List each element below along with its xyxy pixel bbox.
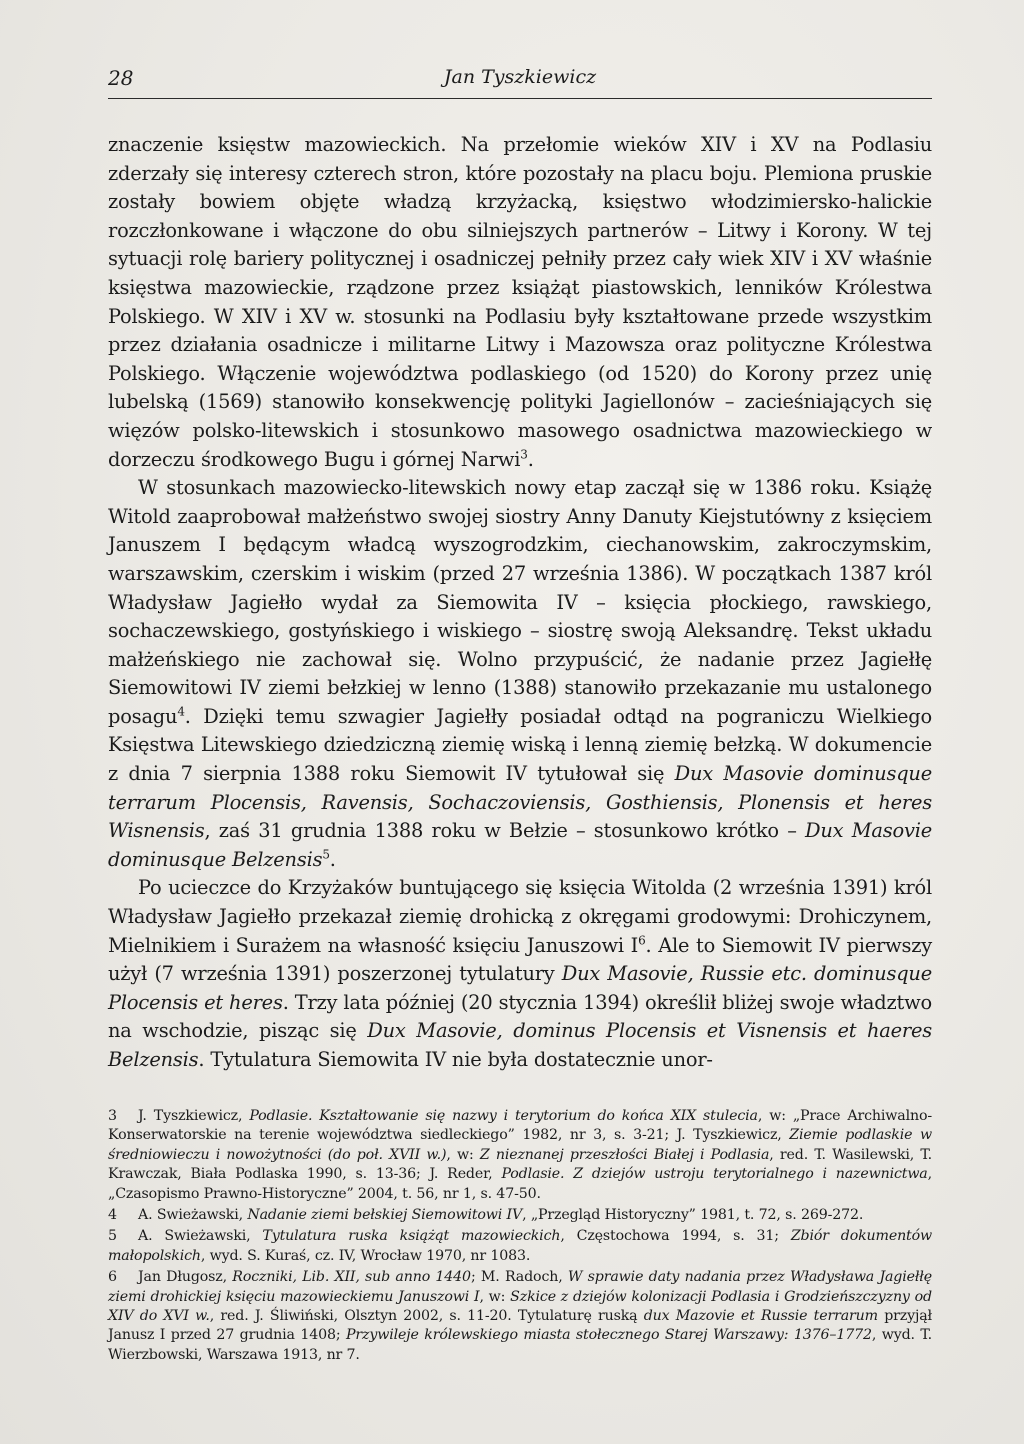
latin-title: Dux Masovie, Russie etc. dominusque Plocensis et heres (108, 962, 932, 1014)
citation-title: Ziemie podlaskie w średniowieczu i nowożytności (do poł. XVII w.) (108, 1127, 933, 1163)
citation-title: W sprawie daty nadania przez Władysława Jagiełłę ziemi drohickiej księciu mazowieckiemu Januszowi I (108, 1269, 932, 1305)
citation-title: Przywileje królewskiego miasta stołecznego Starej Warszawy: 1376–1772 (346, 1327, 872, 1344)
citation-title: Szkice z dziejów kolonizacji Podlasia i Grodzieńszczyzny od XIV do XVI w. (108, 1288, 932, 1325)
footnote-number: 4 (108, 1207, 117, 1224)
footnote-ref-5[interactable]: 5 (322, 847, 330, 862)
text-run: . Trzy lata później (20 stycznia 1394) określił bliżej swoje władztwo na wschodzie, pisząc się (108, 990, 932, 1043)
text-run: . (329, 847, 336, 871)
text-run: A. Swieżawski, (138, 1207, 248, 1224)
paragraph-1 (108, 131, 932, 474)
text-run: Po ucieczce do Krzyżaków buntującego się księcia Witolda (2 września 1391) król Władysław Jagiełło przekazał ziemię drohicką z okręgami grodowymi: Drohiczynem, Mielnikiem i Surażem na własność księciu Januszowi I (108, 876, 932, 957)
text-run: . (527, 447, 534, 471)
text-run: , w: (479, 1288, 511, 1305)
text-run: przyjął Janusz I przed 27 grudnia 1408; (108, 1308, 932, 1344)
text-run: , w: „Prace Archiwalno-Konserwatorskie na terenie województwa siedleckiego” 1982, nr 3, s. 3-21; J. Tyszkiewicz, (108, 1108, 932, 1144)
text-run: , Częstochowa 1994, s. 31; (560, 1228, 791, 1245)
text-run: , „Czasopismo Prawno-Historyczne” 2004, t. 56, nr 1, s. 47-50. (108, 1166, 932, 1202)
text-run: , wyd. T. Wierzbowski, Warszawa 1913, nr 7. (108, 1327, 932, 1363)
paragraph-3 (108, 874, 932, 1074)
footnote-number: 6 (108, 1269, 117, 1286)
footnote-number: 5 (108, 1228, 117, 1245)
latin-title: Dux Masovie dominusque Belzensis (108, 819, 933, 871)
footnote-4 (108, 1206, 932, 1225)
text-run: , „Przegląd Historyczny” 1981, t. 72, s. 269-272. (522, 1207, 864, 1224)
text-run: , zaś 31 grudnia 1388 roku w Bełzie – stosunkowo krótko – (204, 819, 806, 843)
text-run: . Dzięki temu szwagier Jagiełły posiadał odtąd na pograniczu Wielkiego Księstwa Litewskiego dziedziczną ziemię wiską i lenną ziemię bełzką. W dokumencie z dnia 7 sierpnia 1388 roku Siemowit IV tytułował się (108, 704, 932, 786)
page-number: 28 (108, 66, 134, 90)
citation-title: Z nieznanej przeszłości Białej i Podlasia (479, 1146, 770, 1163)
latin-title: Dux Masovie dominusque terrarum Plocensis, Ravensis, Sochaczoviensis, Gosthiensis, Plonensis et heres Wisnensis (108, 762, 932, 843)
citation-title: Nadanie ziemi bełskiej Siemowitowi IV (247, 1207, 523, 1224)
running-head-author: Jan Tyszkiewicz (443, 66, 597, 88)
paragraph-2 (108, 474, 932, 874)
text-run: W stosunkach mazowiecko-litewskich nowy etap zaczął się w 1386 roku. Książę Witold zaaprobował małżeństwo swojej siostry Anny Danuty Kiejstutówny z księciem Januszem I będącym władcą wyszogrodzkim, ciechanowskim, zakroczymskim, warszawskim, czerskim i wiskim (przed 27 września 1386). W początkach 1387 król Władysław Jagiełło wydał za Siemowita IV – księcia płockiego, rawskiego, sochaczewskiego, gostyńskiego i wiskiego – siostrę swoją Aleksandrę. Tekst układu małżeńskiego nie zachował się. Wolno przypuścić, że nadanie przez Jagiełłę Siemowitowi IV ziemi bełzkiej w lenno (1388) stanowiło przekazanie mu ustalonego posagu (108, 476, 932, 728)
text-run: J. Tyszkiewicz, (138, 1108, 250, 1124)
citation-title: Podlasie. Kształtowanie się nazwy i terytorium do końca XIX stulecia (249, 1108, 758, 1124)
footnote-number: 3 (108, 1108, 117, 1124)
citation-title: Podlasie. Z dziejów ustroju terytorialnego i nazewnictwa (501, 1166, 928, 1183)
citation-title: Roczniki, Lib. XII, sub anno 1440 (232, 1269, 471, 1286)
text-run: . Ale to Siemowit IV pierwszy użył (7 września 1391) poszerzonej tytulatury (108, 933, 932, 986)
text-run: znaczenie księstw mazowieckich. Na przełomie wieków XIV i XV na Podlasiu zderzały się interesy czterech stron, które pozostały na placu boju. Plemiona pruskie zostały bowiem objęte władzą krzyżacką, księstwo włodzimiersko-halickie rozczłonkowane i włączone do obu silniejszych partnerów – Litwy i Korony. W tej sytuacji rolę bariery politycznej i osadniczej pełniły przez cały wiek XIV i XV właśnie księstwa mazowieckie, rządzone przez książąt piastowskich, lenników Królestwa Polskiego. W XIV i XV w. stosunki na Podlasiu były kształtowane przede wszystkim przez działania osadnicze i militarne Litwy i Mazowsza oraz polityczne Królestwa Polskiego. Włączenie województwa podlaskiego (od 1520) do Korony przez unię lubelską (1569) stanowiło konsekwencję polityki Jagiellonów – zacieśniających się więzów polsko-litewskich i stosunkowo masowego osadnictwa mazowieckiego w dorzeczu środkowego Bugu i górnej Narwi (108, 133, 932, 471)
footnote-ref-3[interactable]: 3 (520, 447, 528, 462)
footnote-ref-4[interactable]: 4 (177, 704, 185, 719)
main-text (108, 131, 932, 1075)
citation-title: Zbiór dokumentów małopolskich (108, 1228, 932, 1264)
text-run: , wyd. S. Kuraś, cz. IV, Wrocław 1970, nr 1083. (200, 1247, 531, 1264)
text-run: A. Swieżawski, (138, 1228, 263, 1245)
footnotes (108, 1107, 932, 1367)
page-header (108, 64, 932, 99)
latin-title: Dux Masovie, dominus Plocensis et Visnensis et haeres Belzensis (108, 1019, 932, 1071)
footnote-6 (108, 1268, 932, 1365)
footnote-ref-6[interactable]: 6 (638, 933, 646, 948)
text-run: , w: (446, 1146, 480, 1163)
text-run: , red. J. Śliwiński, Olsztyn 2002, s. 11-20. Tytulaturę ruską (209, 1308, 644, 1325)
citation-title: dux Mazovie et Russie terrarum (643, 1308, 878, 1325)
citation-title: Tytulatura ruska książąt mazowieckich (262, 1228, 561, 1245)
footnote-5 (108, 1227, 932, 1266)
text-run: , red. T. Wasilewski, T. Krawczak, Biała Podlaska 1990, s. 13-36; J. Reder, (108, 1146, 932, 1183)
text-run: Jan Długosz, (138, 1269, 233, 1286)
text-run: . Tytulatura Siemowita IV nie była dostatecznie unor- (198, 1048, 713, 1071)
text-run: ; M. Radoch, (470, 1269, 568, 1286)
footnote-3 (108, 1107, 932, 1204)
